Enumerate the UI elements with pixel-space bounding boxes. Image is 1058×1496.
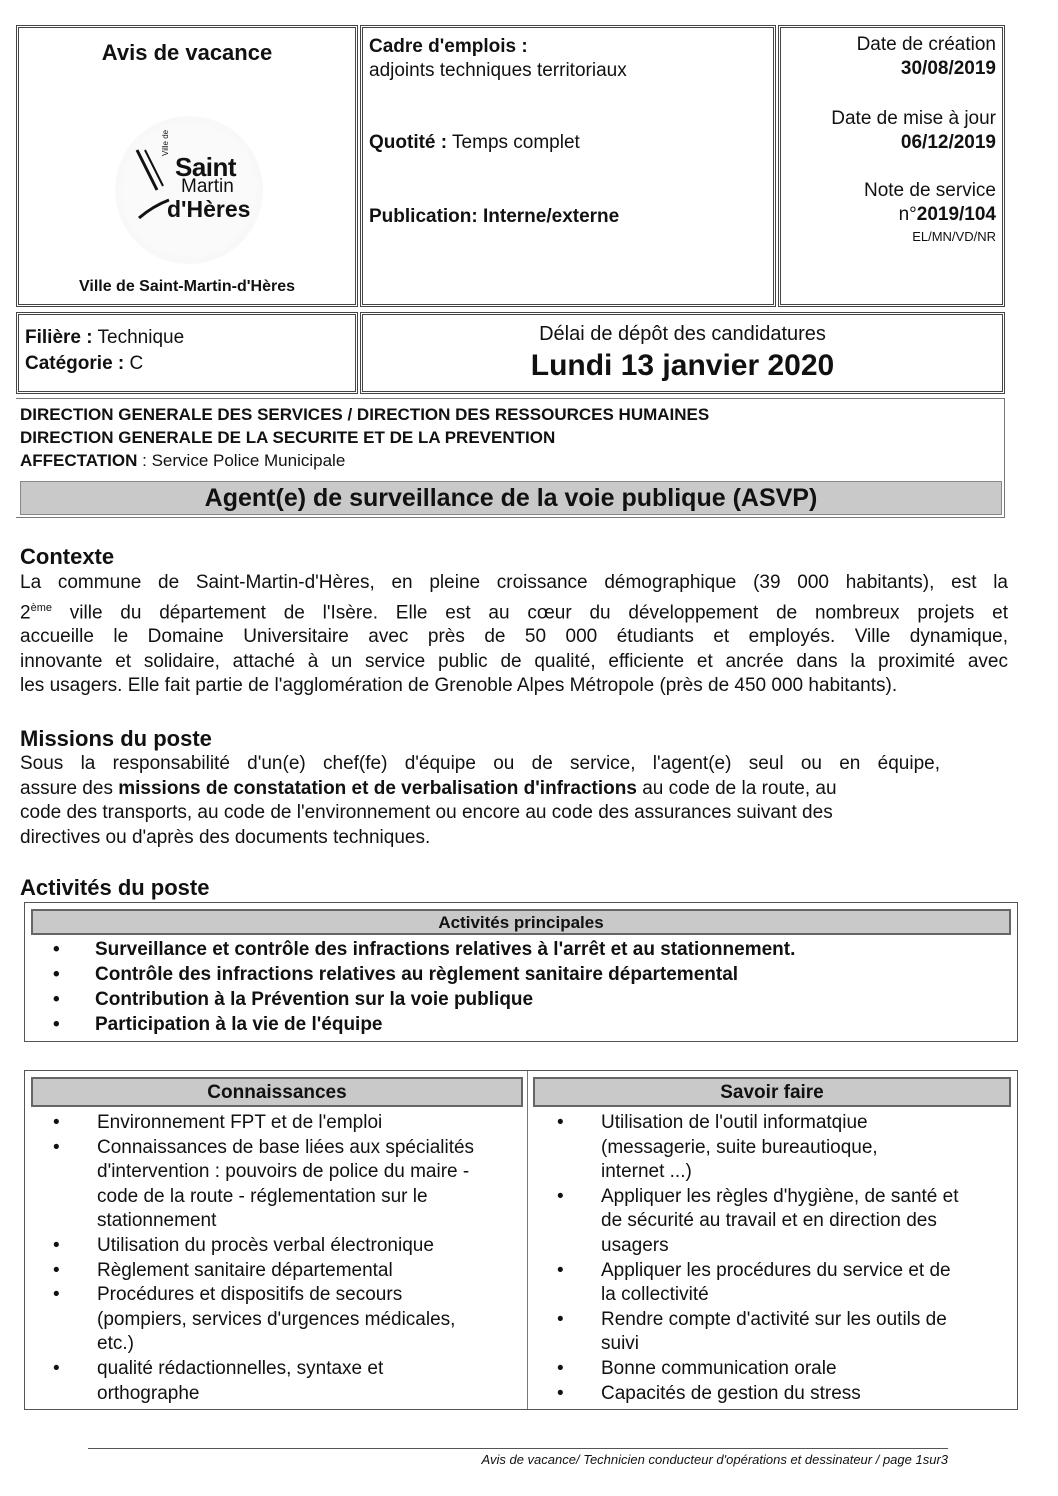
contexte-body <box>20 571 1008 699</box>
list-item-line: Rendre compte d'activité sur les outils de <box>601 1308 947 1330</box>
avis-title: Avis de vacance <box>101 40 273 65</box>
list-item <box>53 1259 523 1284</box>
delai-date: Lundi 13 janvier 2020 <box>530 349 835 382</box>
filiere-line <box>25 327 184 349</box>
list-item <box>53 937 795 962</box>
list-item <box>53 1012 795 1037</box>
list-item-line: Bonne communication orale <box>601 1357 837 1379</box>
categorie-line <box>25 353 143 375</box>
bullet-icon: • <box>53 989 60 1010</box>
bullet-icon: • <box>53 1357 60 1379</box>
list-item-line: Procédures et dispositifs de secours <box>97 1284 403 1306</box>
connaissances-header: Connaissances <box>31 1077 523 1107</box>
list-item-line: usagers <box>601 1234 669 1256</box>
list-item-text <box>97 1283 455 1357</box>
list-item-text <box>601 1382 861 1407</box>
list-item <box>557 1357 1007 1382</box>
header-job-info-box <box>360 25 776 307</box>
footer-divider <box>88 1448 948 1449</box>
header-title-box <box>16 25 358 307</box>
list-item-line: Appliquer les règles d'hygiène, de santé et <box>601 1185 959 1207</box>
list-item-line: stationnement <box>97 1210 217 1232</box>
contexte-line-2-rest: ville du département de l'Isère. Elle est au cœur du développement de nombreux projets et <box>51 601 1008 623</box>
note-number <box>899 204 996 226</box>
cadre-label: Cadre d'emplois : <box>369 36 528 57</box>
list-item-line: de sécurité au travail et en direction des <box>601 1210 937 1232</box>
list-item-text <box>97 1111 382 1136</box>
list-item-line: Utilisation du procès verbal électronique <box>97 1234 434 1256</box>
affectation-label: AFFECTATION <box>20 451 138 470</box>
list-item-line: code de la route - réglementation sur le <box>97 1185 428 1207</box>
list-item-text <box>97 1259 393 1284</box>
activites-box <box>24 902 1018 1042</box>
activite-text: Surveillance et contrôle des infractions relatives à l'arrêt et au stationnement. <box>95 939 796 960</box>
list-item <box>53 1283 523 1357</box>
bullet-icon: • <box>557 1357 564 1379</box>
list-item <box>557 1259 1007 1308</box>
list-item-line: etc.) <box>97 1333 134 1355</box>
competences-table <box>24 1070 1018 1410</box>
cadre-value: adjoints techniques territoriaux <box>369 60 627 81</box>
bullet-icon: • <box>53 1259 60 1281</box>
contexte-line-5: les usagers. Elle fait partie de l'agglomération de Grenoble Alpes Métropole (près de 450 000 habitants). <box>20 675 898 697</box>
list-item-line: internet ...) <box>601 1161 692 1183</box>
list-item-line: Connaissances de base liées aux spécialités <box>97 1136 475 1158</box>
logo-ville-text: Ville de <box>161 129 170 156</box>
list-item-line: Environnement FPT et de l'emploi <box>97 1112 383 1133</box>
filiere-box <box>16 312 358 394</box>
note-label: Note de service <box>863 180 996 201</box>
activites-header: Activités principales <box>31 909 1011 935</box>
bullet-icon: • <box>53 1014 60 1035</box>
list-item <box>53 1357 523 1406</box>
missions-line-2 <box>20 777 940 802</box>
list-item-text <box>601 1308 947 1357</box>
list-item-text <box>601 1357 837 1382</box>
date-maj-label: Date de mise à jour <box>831 108 996 129</box>
logo-saint-text: Saint <box>175 152 237 182</box>
activite-text: Contribution à la Prévention sur la voie publique <box>95 989 534 1010</box>
missions-line-4: directives ou d'après des documents techniques. <box>20 826 431 848</box>
list-item <box>557 1308 1007 1357</box>
list-item <box>557 1382 1007 1407</box>
bullet-icon: • <box>557 1112 564 1133</box>
connaissances-list <box>53 1111 523 1406</box>
list-item <box>557 1111 1007 1185</box>
date-creation-value: 30/08/2019 <box>900 58 996 79</box>
date-creation-label: Date de création <box>856 34 996 55</box>
list-item-text <box>97 1234 434 1259</box>
activite-text: Participation à la vie de l'équipe <box>95 1014 383 1035</box>
contexte-line-1: La commune de Saint-Martin-d'Hères, en pleine croissance démographique (39 000 habitants), est la <box>20 572 1008 593</box>
list-item <box>53 987 795 1012</box>
list-item-line: qualité rédactionnelles, syntaxe et <box>97 1357 384 1379</box>
list-item-line: (pompiers, services d'urgences médicales, <box>97 1308 456 1330</box>
bullet-icon: • <box>557 1308 564 1330</box>
list-item-line: d'intervention : pouvoirs de police du maire - <box>97 1161 470 1183</box>
missions-body <box>20 752 940 850</box>
quotite-line <box>369 132 580 154</box>
list-item-text <box>601 1111 878 1185</box>
rank-suffix: ème <box>30 601 52 614</box>
list-item <box>53 962 795 987</box>
list-item-text <box>97 1357 383 1406</box>
list-item-text <box>601 1185 958 1259</box>
filiere-label: Filière : <box>25 327 93 348</box>
direction-block <box>16 398 1005 518</box>
list-item-text <box>601 1259 951 1308</box>
quotite-value: Temps complet <box>452 132 580 153</box>
list-item <box>53 1136 523 1234</box>
bullet-icon: • <box>53 1284 60 1306</box>
city-logo <box>115 116 263 264</box>
list-item-line: (messagerie, suite bureautioque, <box>601 1136 878 1158</box>
missions-line-3: code des transports, au code de l'environnement ou encore au code des assurances suivant des <box>20 802 833 823</box>
contexte-line-2 <box>20 596 1008 626</box>
list-item-line: la collectivité <box>601 1284 709 1306</box>
publication-label: Publication: Interne/externe <box>369 206 620 227</box>
footer-text: Avis de vacance/ Technicien conducteur d'opérations et dessinateur / page 1sur3 <box>481 1452 948 1467</box>
activites-list <box>53 937 795 1037</box>
column-divider <box>527 1071 528 1409</box>
missions-highlight: missions de constatation et de verbalisation d'infractions <box>118 777 637 799</box>
activite-text: Contrôle des infractions relatives au règlement sanitaire départemental <box>95 964 739 985</box>
affectation-line <box>20 451 345 471</box>
list-item-line: Règlement sanitaire départemental <box>97 1259 393 1281</box>
delai-box <box>360 312 1005 394</box>
note-refs: EL/MN/VD/NR <box>912 229 996 244</box>
bullet-icon: • <box>53 1112 60 1133</box>
missions-line-2-c: au code de la route, au <box>636 777 837 799</box>
categorie-label: Catégorie : <box>25 353 125 374</box>
bullet-icon: • <box>53 939 60 960</box>
filiere-value: Technique <box>97 327 185 348</box>
list-item-line: Capacités de gestion du stress <box>601 1382 861 1404</box>
contexte-line-4: innovante et solidaire, attaché à un service public de qualité, efficiente et ancrée dans la proximité avec <box>20 650 1008 672</box>
list-item-line: Appliquer les procédures du service et de <box>601 1259 951 1281</box>
list-item-line: suivi <box>601 1333 640 1355</box>
bullet-icon: • <box>557 1382 564 1404</box>
list-item-text <box>97 1136 474 1234</box>
delai-label: Délai de dépôt des candidatures <box>539 323 826 345</box>
bullet-icon: • <box>53 1234 60 1256</box>
header-dates-box <box>778 25 1005 307</box>
missions-line-1: Sous la responsabilité d'un(e) chef(fe) d'équipe ou de service, l'agent(e) seul ou en équipe, <box>20 753 940 774</box>
bullet-icon: • <box>557 1259 564 1281</box>
list-item-line: orthographe <box>97 1382 200 1404</box>
list-item <box>53 1234 523 1259</box>
activites-title: Activités du poste <box>20 875 210 900</box>
bullet-icon: • <box>53 964 60 985</box>
note-prefix: n° <box>898 204 917 225</box>
bullet-icon: • <box>557 1185 564 1207</box>
rank-number: 2 <box>20 601 31 623</box>
missions-line-2-a: assure des <box>20 777 119 799</box>
direction-line-2: DIRECTION GENERALE DE LA SECURITE ET DE LA PREVENTION <box>20 428 556 447</box>
contexte-title: Contexte <box>20 544 115 569</box>
quotite-label: Quotité : <box>369 132 448 153</box>
job-title: Agent(e) de surveillance de la voie publique (ASVP) <box>20 481 1002 515</box>
categorie-value: C <box>129 353 144 374</box>
bullet-icon: • <box>53 1136 60 1158</box>
missions-title: Missions du poste <box>20 726 212 751</box>
affectation-value: : Service Police Municipale <box>142 451 346 470</box>
date-maj-value: 06/12/2019 <box>900 132 996 153</box>
logo-heres-text: d'Hères <box>167 196 251 222</box>
savoir-faire-header: Savoir faire <box>533 1077 1011 1107</box>
list-item <box>557 1185 1007 1259</box>
savoir-faire-list <box>557 1111 1007 1406</box>
list-item-line: Utilisation de l'outil informatqiue <box>601 1112 868 1133</box>
direction-line-1: DIRECTION GENERALE DES SERVICES / DIRECTION DES RESSOURCES HUMAINES <box>20 405 710 424</box>
contexte-line-3: accueille le Domaine Universitaire avec près de 50 000 étudiants et employés. Ville dynamique, <box>20 626 1008 648</box>
logo-martin-text: Martin <box>181 176 234 197</box>
list-item <box>53 1111 523 1136</box>
ville-caption: Ville de Saint-Martin-d'Hères <box>78 278 295 295</box>
note-value: 2019/104 <box>916 204 996 225</box>
